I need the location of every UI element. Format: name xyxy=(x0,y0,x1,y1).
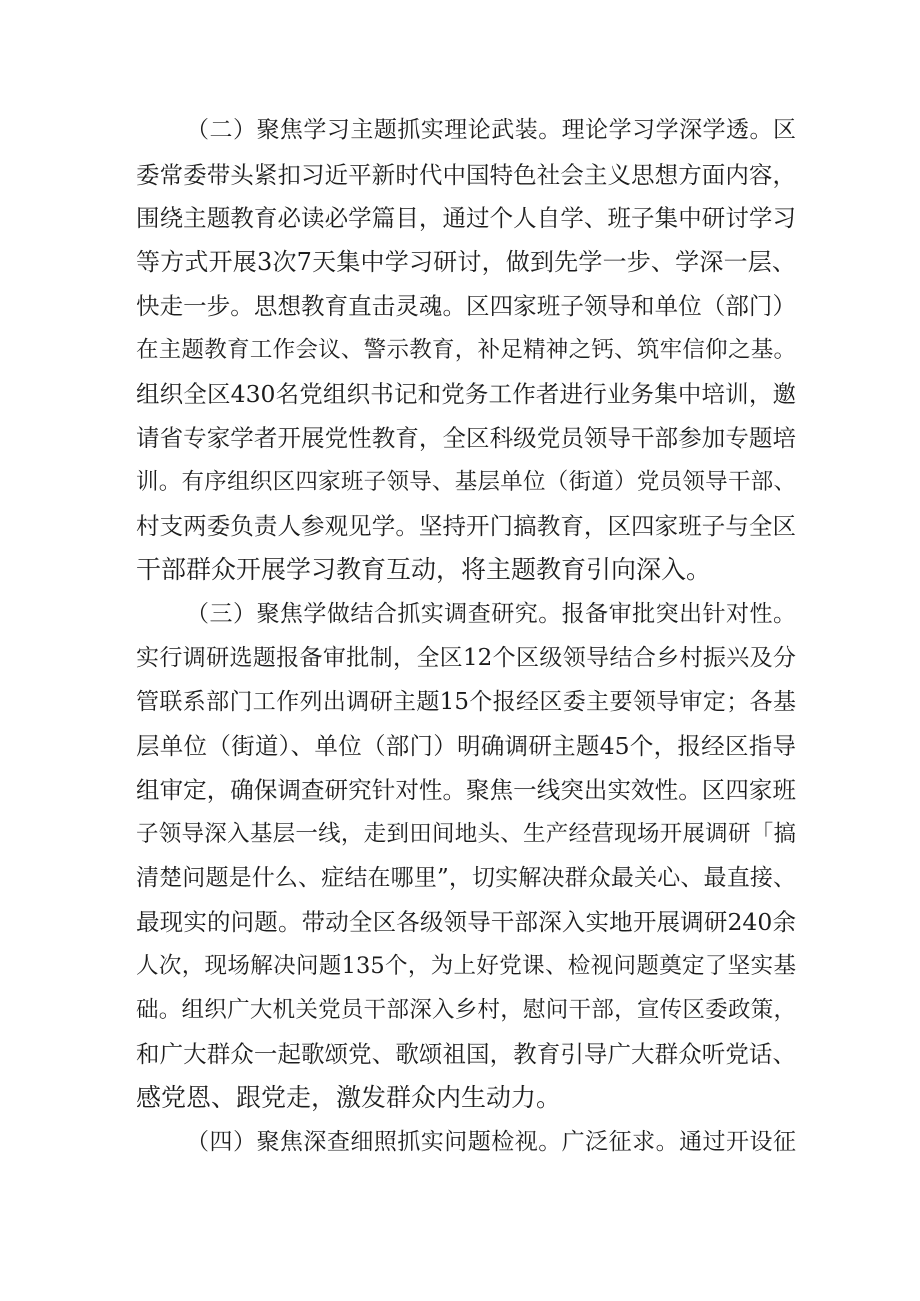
text-line: 清楚问题是什么、症结在哪里”，切实解决群众最关心、最直接、 xyxy=(136,865,796,891)
text-line: 子领导深入基层一线，走到田间地头、生产经营现场开展调研「搞 xyxy=(136,821,796,847)
text-line: 干部群众开展学习教育互动，将主题教育引向深入。 xyxy=(136,555,712,584)
text-line: 围绕主题教育必读必学篇目，通过个人自学、班子集中研讨学习 xyxy=(136,204,796,232)
text-line: （二）聚焦学习主题抓实理论武装。理论学习学深学透。区 xyxy=(186,117,796,143)
text-line: 最现实的问题。带动全区各级领导干部深入实地开展调研240余 xyxy=(136,908,796,936)
text-line: 和广大群众一起歌颂党、歌颂祖国，教育引导广大群众听党话、 xyxy=(136,1040,796,1068)
text-line: 委常委带头紧扣习近平新时代中国特色社会主义思想方面内容， xyxy=(136,161,796,189)
text-line: 在主题教育工作会议、警示教育，补足精神之钙、筑牢信仰之基。 xyxy=(136,337,796,363)
text-line: （四）聚焦深查细照抓实问题检视。广泛征求。通过开设征 xyxy=(186,1129,796,1155)
text-line: 训。有序组织区四家班子领导、基层单位（街道）党员领导干部、 xyxy=(136,469,796,495)
text-line: 组审定，确保调查研究针对性。聚焦一线突出实效性。区四家班 xyxy=(136,776,796,804)
text-line: 层单位（街道）、单位（部门）明确调研主题45个，报经区指导 xyxy=(136,732,796,760)
text-line: 人次，现场解决问题135个，为上好党课、检视问题奠定了坚实基 xyxy=(136,953,796,979)
text-line: 等方式开展3次7天集中学习研讨，做到先学一步、学深一层、 xyxy=(136,248,796,276)
text-line: 组织全区430名党组织书记和党务工作者进行业务集中培训，邀 xyxy=(136,380,796,408)
text-line: （三）聚焦学做结合抓实调查研究。报备审批突出针对性。 xyxy=(186,601,796,627)
text-line: 请省专家学者开展党性教育，全区科级党员领导干部参加专题培 xyxy=(136,424,796,452)
text-line: 感党恩、跟党走，激发群众内生动力。 xyxy=(136,1083,562,1112)
text-line: 实行调研选题报备审批制，全区12个区级领导结合乡村振兴及分 xyxy=(136,645,796,671)
text-line: 快走一步。思想教育直击灵魂。区四家班子领导和单位（部门） xyxy=(136,292,796,320)
text-line: 管联系部门工作列出调研主题15个报经区委主要领导审定；各基 xyxy=(136,689,796,715)
text-line: 础。组织广大机关党员干部深入乡村，慰问干部，宣传区委政策， xyxy=(136,997,796,1023)
text-line: 村支两委负责人参观见学。坚持开门搞教育，区四家班子与全区 xyxy=(136,512,796,540)
